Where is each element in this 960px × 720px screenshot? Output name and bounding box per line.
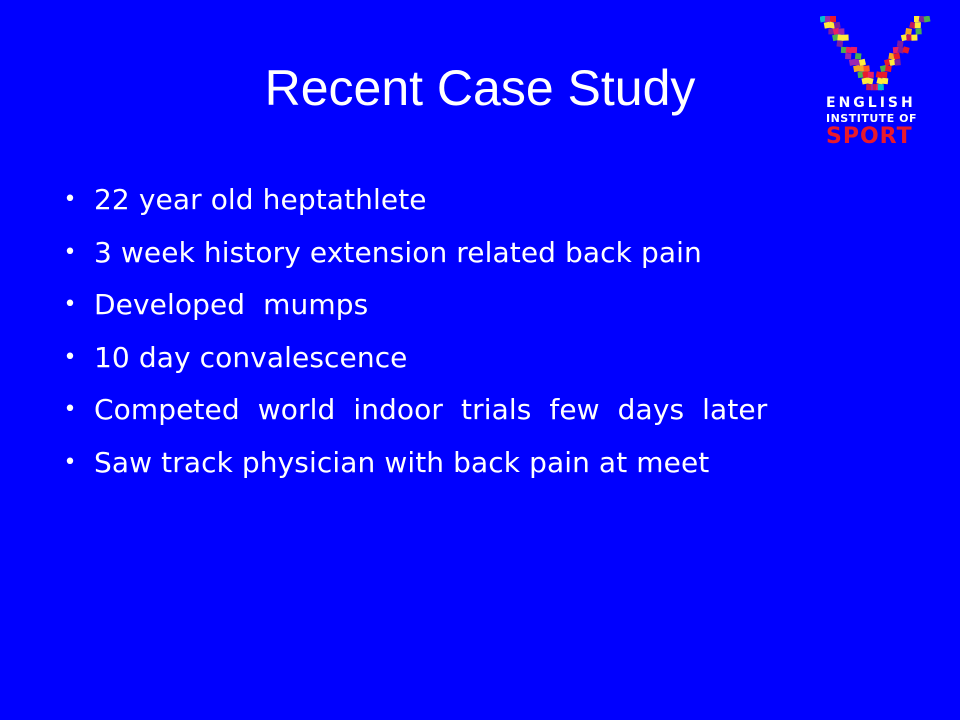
logo-text-sport: SPORT xyxy=(826,124,913,149)
bullet-dot-icon: • xyxy=(63,187,77,212)
bullet-dot-icon: • xyxy=(63,397,77,422)
slide-title: Recent Case Study xyxy=(264,60,696,116)
bullet-text: 10 day convalescence xyxy=(94,340,408,374)
v-mosaic-logo-icon xyxy=(820,16,932,96)
bullet-text: 22 year old heptathlete xyxy=(94,183,427,216)
logo-text-english: ENGLISH xyxy=(826,95,916,111)
bullet-dot-icon: • xyxy=(63,292,77,317)
bullet-item xyxy=(58,437,767,490)
bullet-item xyxy=(58,384,767,437)
bullet-dot-icon: • xyxy=(63,239,77,265)
bullet-item xyxy=(58,332,767,385)
bullet-text: Competed world indoor trials few days later xyxy=(94,393,768,426)
bullet-text: 3 week history extension related back pain xyxy=(94,235,702,269)
bullet-list xyxy=(58,174,767,489)
bullet-dot-icon: • xyxy=(63,449,77,475)
logo-text-institute: INSTITUTE OF xyxy=(826,112,917,125)
bullet-item xyxy=(58,227,767,280)
bullet-text: Saw track physician with back pain at meet xyxy=(94,445,710,479)
bullet-item xyxy=(58,174,767,227)
bullet-dot-icon: • xyxy=(63,344,77,370)
bullet-text: Developed mumps xyxy=(94,288,369,321)
bullet-item xyxy=(58,279,767,332)
